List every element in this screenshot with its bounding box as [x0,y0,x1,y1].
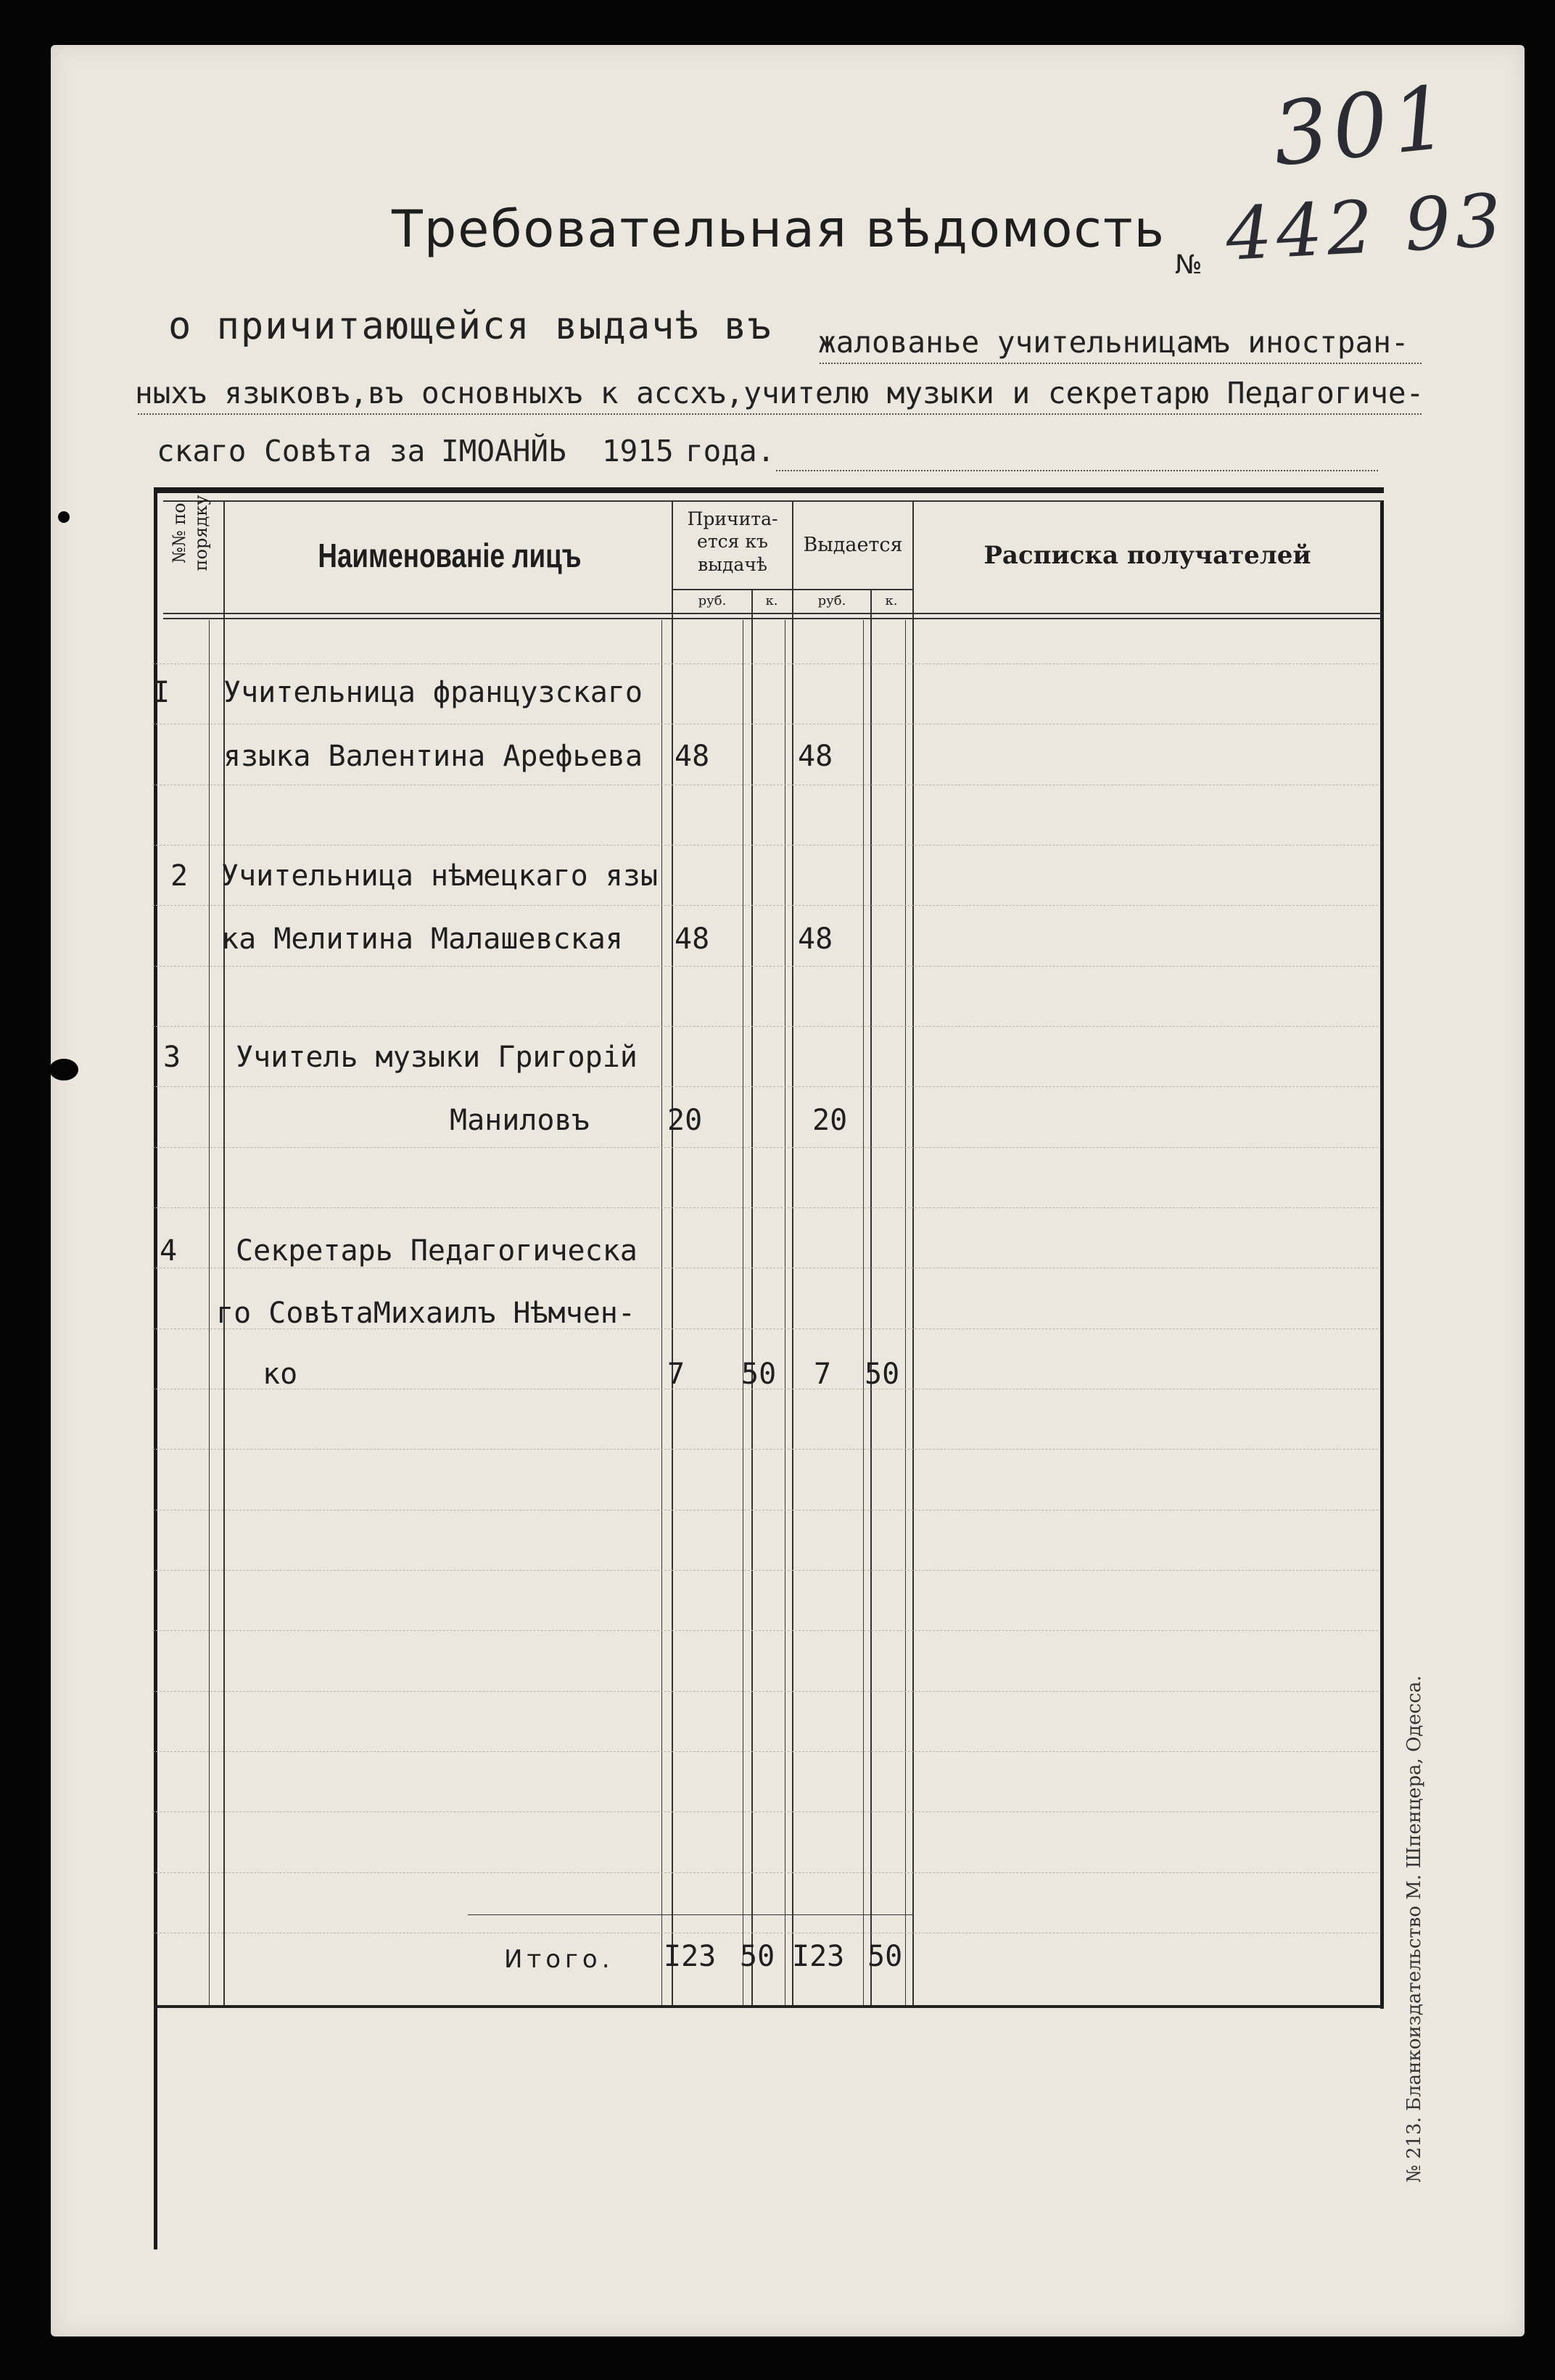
ruled-line [152,1630,1378,1631]
binding-hole [58,511,70,523]
total-label: Итого. [504,1945,614,1974]
row-4-name-line3: ко [263,1358,298,1391]
total-separator [468,1914,914,1915]
col-shadow [209,620,210,2005]
header-bottom-line [163,613,1382,614]
ruled-line [152,1086,1378,1087]
printer-imprint: № 213. Бланкоиздательство М. Шпенцера, Одесса. [1403,1675,1425,2183]
handwritten-number: 442 93 [1224,177,1508,278]
row-2-no: 2 [170,859,189,893]
ruled-line [152,1751,1378,1752]
header-iss-rub: руб. [817,593,846,608]
row-4-iss-kop: 50 [865,1358,900,1391]
row-2-iss-rub: 48 [798,922,833,956]
ruled-line [152,1207,1378,1208]
ruled-line [152,1691,1378,1692]
row-1-name-line1: Учительница французскаго [223,676,643,709]
row-3-name-line2: Маниловъ [450,1104,590,1137]
header-due-rub: руб. [698,593,727,608]
ruled-line [152,1449,1378,1450]
subtitle-line1-a: о причитающейся выдачѣ въ [168,305,772,348]
row-4-no: 4 [160,1234,178,1268]
total-due-kop: 50 [740,1940,775,1973]
table-right-rule [1380,500,1384,2009]
row-3-name-line1: Учитель музыки Григорій [236,1041,638,1074]
header-bottom-line-2 [163,618,1382,619]
row-3-iss-rub: 20 [812,1104,848,1137]
ruled-line [152,1026,1378,1027]
document-title: Требовательная вѣдомость [392,199,1166,259]
row-1-iss-rub: 48 [798,740,833,773]
row-4-name-line1: Секретарь Педагогическа [236,1234,638,1268]
ruled-line [152,1872,1378,1873]
ruled-line [152,845,1378,846]
row-1-name-line2: языка Валентина Арефьева [223,740,643,773]
row-4-name-line2: го СовѣтаМихаилъ Нѣмчен- [216,1297,635,1330]
ruled-line [152,905,1378,906]
total-iss-rub: I23 [792,1940,845,1973]
col-shadow [661,620,662,2005]
dotted-line [820,363,1422,364]
ruled-line [152,1510,1378,1511]
header-name: Наименованіе лицъ [318,537,582,574]
ruled-line [152,1570,1378,1571]
col-line-no [223,500,225,2005]
subtitle-line3-month: IМОАНЙЬ [441,434,566,468]
row-4-due-kop: 50 [741,1358,777,1391]
row-1-no: I [152,676,170,709]
table-left-rule [154,487,157,2249]
table-top-rule [154,487,1384,493]
binding-hole [49,1059,78,1080]
header-iss-kop: к. [885,593,898,608]
subtitle-line1-b: жалованье учительницамъ иностран- [818,325,1409,360]
header-no: №№ по порядку [169,495,211,571]
header-top-line [163,500,1382,502]
ruled-line [152,1811,1378,1812]
header-due: Причита- ется къ выдачѣ [687,508,778,575]
header-due-kop: к. [765,593,778,608]
dotted-line [776,470,1378,471]
row-3-no: 3 [163,1041,181,1074]
col-line-due-end [792,500,793,2005]
dotted-line [138,413,1422,415]
row-1-due-rub: 48 [675,740,710,773]
ruled-line [152,1147,1378,1148]
row-4-due-rub: 7 [667,1358,685,1391]
col-shadow [863,620,864,2005]
subtitle-line2: ныхъ языковъ,въ основныхъ к ассхъ,учителю музыки и секретарю Педагогиче- [135,376,1424,410]
col-line-name [672,500,673,2005]
subtitle-line3-a: скаго Совѣта за [157,434,426,468]
subtitle-line3-year: 1915 [602,434,674,468]
header-receipt: Расписка получателей [983,541,1311,570]
row-2-name-line1: Учительница нѣмецкаго язы [221,859,659,893]
row-3-due-rub: 20 [667,1104,703,1137]
row-2-due-rub: 48 [675,922,710,956]
row-4-iss-rub: 7 [814,1358,832,1391]
header-issued: Выдается [803,534,903,556]
col-shadow [905,620,906,2005]
row-2-name-line2: ка Мелитина Малашевская [221,922,623,956]
col-line-iss-end [912,500,914,2005]
subtitle-line3-c: года. [685,434,775,468]
table-bottom-rule [154,2005,1384,2008]
col-line-due-kop [751,589,753,2005]
ruled-line [152,966,1378,967]
col-line-iss-kop [870,589,872,2005]
number-sign: № [1175,250,1203,280]
total-due-rub: I23 [664,1940,717,1973]
total-iss-kop: 50 [867,1940,903,1973]
archive-number: 301 [1268,67,1457,186]
